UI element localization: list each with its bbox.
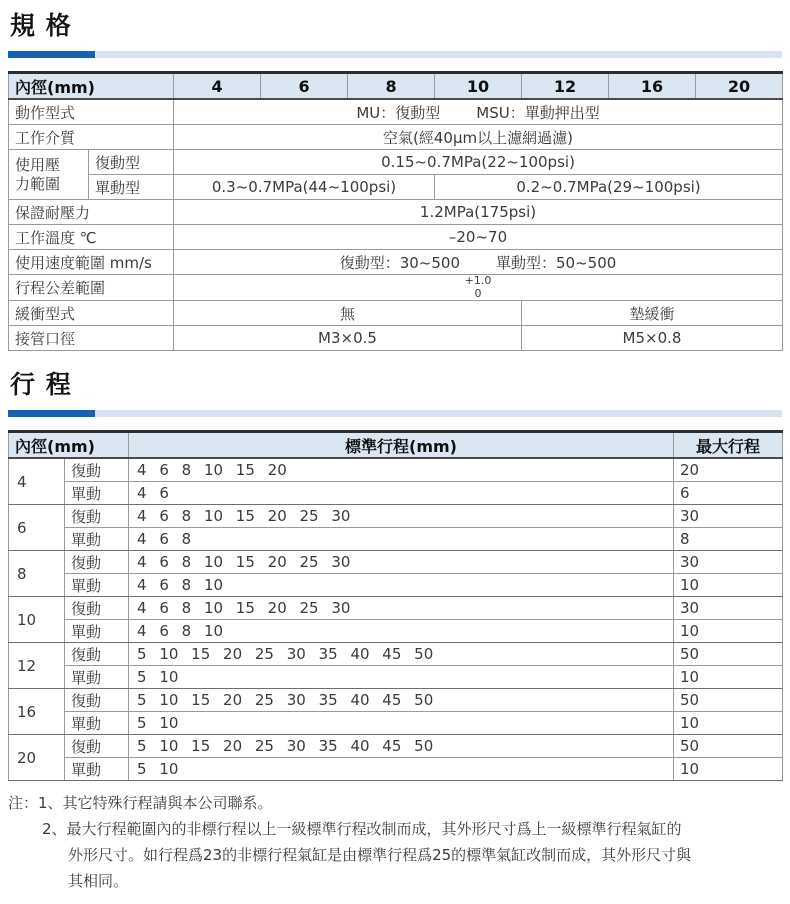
spec-row-label: 保證耐壓力 <box>9 200 174 225</box>
note-line: 2、最大行程範圍內的非標行程以上一級標準行程改制而成，其外形尺寸爲上一級標準行程氣缸的 <box>42 820 682 839</box>
stroke-values-cell: 4 6 8 10 15 20 25 30 <box>129 505 674 528</box>
stroke-max-cell: 30 <box>674 551 783 574</box>
stroke-row <box>9 551 783 574</box>
spec-header-col-12: 12 <box>522 73 609 100</box>
stroke-type-cell: 單動 <box>65 758 129 781</box>
spec-header-bore: 內徑(mm) <box>9 73 174 100</box>
stroke-type-cell: 復動 <box>65 689 129 712</box>
spec-row-pressure-double <box>9 150 783 175</box>
stroke-max-cell: 20 <box>674 458 783 482</box>
action-msu-value: MSU：單動押出型 <box>476 103 600 122</box>
stroke-row <box>9 735 783 758</box>
port-large-value: M5×0.8 <box>522 326 783 351</box>
stroke-values-cell: 4 6 8 10 <box>129 620 674 643</box>
stroke-bore-cell: 20 <box>9 735 65 781</box>
stroke-values-cell: 5 10 <box>129 712 674 735</box>
stroke-table <box>8 430 783 781</box>
spec-header-col-8: 8 <box>348 73 435 100</box>
stroke-bore-cell: 16 <box>9 689 65 735</box>
stroke-type-cell: 單動 <box>65 482 129 505</box>
stroke-header-standard: 標準行程(mm) <box>129 432 674 459</box>
cushion-small-value: 無 <box>174 301 522 326</box>
stroke-row <box>9 597 783 620</box>
spec-cell-action <box>174 99 783 125</box>
spec-row-tolerance <box>9 275 783 301</box>
stroke-type-cell: 復動 <box>65 505 129 528</box>
cushion-large-value: 墊緩衝 <box>522 301 783 326</box>
spec-cell-temperature: –20~70 <box>174 225 783 250</box>
stroke-max-cell: 30 <box>674 597 783 620</box>
stroke-max-cell: 50 <box>674 643 783 666</box>
spec-cell-speed <box>174 250 783 275</box>
stroke-max-cell: 30 <box>674 505 783 528</box>
spec-row-label: 工作溫度 ℃ <box>9 225 174 250</box>
stroke-type-cell: 單動 <box>65 574 129 597</box>
stroke-max-cell: 10 <box>674 712 783 735</box>
spec-row-label: 接管口徑 <box>9 326 174 351</box>
action-mu-value: MU：復動型 <box>356 103 441 122</box>
stroke-header-bore: 內徑(mm) <box>9 432 129 459</box>
stroke-row <box>9 505 783 528</box>
stroke-header-max: 最大行程 <box>674 432 783 459</box>
spec-row-temperature <box>9 225 783 250</box>
spec-header-col-20: 20 <box>696 73 783 100</box>
stroke-bore-cell: 12 <box>9 643 65 689</box>
stroke-values-cell: 5 10 15 20 25 30 35 40 45 50 <box>129 735 674 758</box>
spec-row-label: 工作介質 <box>9 125 174 150</box>
stroke-bore-cell: 4 <box>9 458 65 505</box>
port-small-value: M3×0.5 <box>174 326 522 351</box>
stroke-values-cell: 4 6 8 <box>129 528 674 551</box>
spec-cell-medium: 空氣(經40μm以上濾網過濾) <box>174 125 783 150</box>
tolerance-lower: 0 <box>474 286 482 300</box>
stroke-type-cell: 復動 <box>65 735 129 758</box>
spec-section-divider <box>8 51 782 58</box>
note-line: 外形尺寸。如行程爲23的非標行程氣缸是由標準行程爲25的標準氣缸改制而成，其外形尺寸與 <box>68 846 692 865</box>
stroke-values-cell: 4 6 <box>129 482 674 505</box>
spec-row-medium <box>9 125 783 150</box>
spec-row-pressure-single <box>9 175 783 200</box>
stroke-values-cell: 5 10 <box>129 758 674 781</box>
stroke-row <box>9 758 783 781</box>
spec-row-label: 使用速度範圍 mm/s <box>9 250 174 275</box>
stroke-max-cell: 6 <box>674 482 783 505</box>
spec-header-col-16: 16 <box>609 73 696 100</box>
stroke-type-cell: 單動 <box>65 712 129 735</box>
stroke-max-cell: 8 <box>674 528 783 551</box>
spec-row-port <box>9 326 783 351</box>
stroke-values-cell: 4 6 8 10 15 20 25 30 <box>129 551 674 574</box>
tolerance-upper: +1.0 <box>464 274 492 287</box>
stroke-values-cell: 5 10 15 20 25 30 35 40 45 50 <box>129 643 674 666</box>
speed-single-value: 單動型：50~500 <box>496 253 617 272</box>
stroke-max-cell: 50 <box>674 735 783 758</box>
stroke-row <box>9 574 783 597</box>
pressure-single-small-value: 0.3~0.7MPa(44~100psi) <box>174 175 435 200</box>
spec-row-proof <box>9 200 783 225</box>
spec-header-col-6: 6 <box>261 73 348 100</box>
stroke-max-cell: 50 <box>674 689 783 712</box>
stroke-type-cell: 復動 <box>65 597 129 620</box>
stroke-values-cell: 4 6 8 10 <box>129 574 674 597</box>
stroke-values-cell: 5 10 15 20 25 30 35 40 45 50 <box>129 689 674 712</box>
stroke-max-cell: 10 <box>674 758 783 781</box>
spec-section-title: 規 格 <box>10 11 72 40</box>
stroke-row <box>9 528 783 551</box>
stroke-type-cell: 復動 <box>65 643 129 666</box>
spec-row-speed <box>9 250 783 275</box>
stroke-section-title: 行 程 <box>10 370 72 400</box>
divider-dark-bar <box>8 51 95 58</box>
stroke-max-cell: 10 <box>674 574 783 597</box>
stroke-type-cell: 復動 <box>65 551 129 574</box>
stroke-type-cell: 單動 <box>65 528 129 551</box>
divider-light-bar <box>95 410 782 417</box>
note-line: 注：1、其它特殊行程請與本公司聯系。 <box>8 794 273 813</box>
spec-cell-tolerance <box>174 275 783 301</box>
pressure-single-large-value: 0.2~0.7MPa(29~100psi) <box>435 175 783 200</box>
stroke-row <box>9 689 783 712</box>
stroke-row <box>9 712 783 735</box>
spec-row-cushion <box>9 301 783 326</box>
divider-dark-bar <box>8 410 95 417</box>
stroke-values-cell: 4 6 8 10 15 20 25 30 <box>129 597 674 620</box>
stroke-header-row <box>9 432 783 459</box>
stroke-row <box>9 666 783 689</box>
spec-row-label: 動作型式 <box>9 99 174 125</box>
stroke-section-divider <box>8 410 782 417</box>
spec-row-label: 行程公差範圍 <box>9 275 174 301</box>
stroke-bore-cell: 8 <box>9 551 65 597</box>
stroke-type-cell: 單動 <box>65 620 129 643</box>
stroke-bore-cell: 10 <box>9 597 65 643</box>
stroke-max-cell: 10 <box>674 666 783 689</box>
stroke-values-cell: 4 6 8 10 15 20 <box>129 458 674 482</box>
pressure-single-sublabel: 單動型 <box>89 175 174 200</box>
spec-row-label: 緩衝型式 <box>9 301 174 326</box>
note-line: 其相同。 <box>68 872 129 891</box>
stroke-row <box>9 458 783 482</box>
stroke-values-cell: 5 10 <box>129 666 674 689</box>
stroke-row <box>9 643 783 666</box>
spec-header-col-4: 4 <box>174 73 261 100</box>
stroke-row <box>9 482 783 505</box>
spec-cell-proof: 1.2MPa(175psi) <box>174 200 783 225</box>
stroke-row <box>9 620 783 643</box>
spec-row-label-pressure: 使用壓力範圍 <box>9 150 89 200</box>
notes-block <box>8 790 782 894</box>
spec-table <box>8 71 783 351</box>
stroke-type-cell: 復動 <box>65 458 129 482</box>
spec-header-col-10: 10 <box>435 73 522 100</box>
stroke-max-cell: 10 <box>674 620 783 643</box>
divider-light-bar <box>95 51 782 58</box>
pressure-double-sublabel: 復動型 <box>89 150 174 175</box>
spec-header-row <box>9 73 783 100</box>
stroke-bore-cell: 6 <box>9 505 65 551</box>
spec-row-action <box>9 99 783 125</box>
stroke-type-cell: 單動 <box>65 666 129 689</box>
speed-double-value: 復動型：30~500 <box>339 253 461 272</box>
pressure-double-value: 0.15~0.7MPa(22~100psi) <box>174 150 783 175</box>
